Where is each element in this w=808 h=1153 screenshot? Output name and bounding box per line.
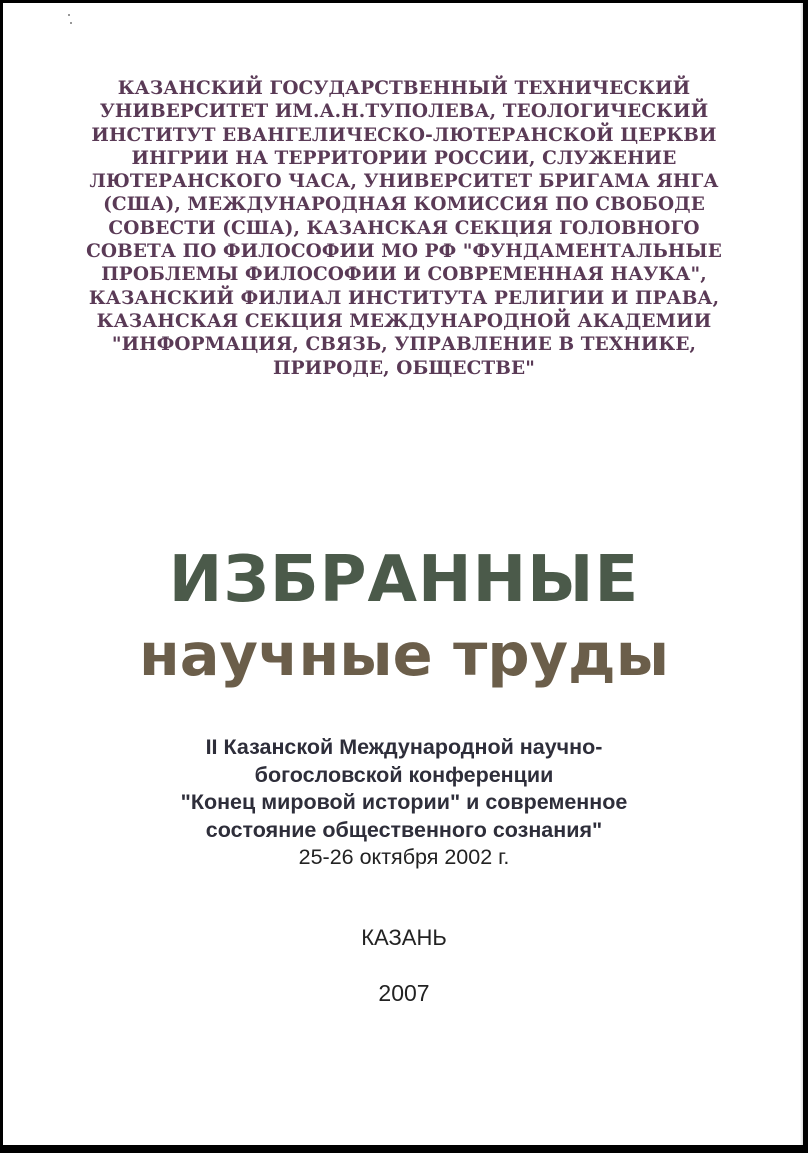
book-subtitle: научные труды — [138, 620, 670, 689]
header-line: "ИНФОРМАЦИЯ, СВЯЗЬ, УПРАВЛЕНИЕ В ТЕХНИКЕ, — [111, 334, 697, 356]
header-line: КАЗАНСКИЙ ГОСУДАРСТВЕННЫЙ ТЕХНИЧЕСКИЙ — [117, 78, 691, 99]
conference-description — [0, 734, 808, 872]
header-line: ЛЮТЕРАНСКОГО ЧАСА, УНИВЕРСИТЕТ БРИГАМА ЯНГА — [89, 171, 719, 193]
header-line: ИНГРИИ НА ТЕРРИТОРИИ РОССИИ, СЛУЖЕНИЕ — [131, 147, 677, 169]
header-line: ИНСТИТУТ ЕВАНГЕЛИЧЕСКО-ЛЮТЕРАНСКОЙ ЦЕРКВИ — [91, 124, 717, 146]
publication-year: 2007 — [378, 980, 430, 1006]
conference-line: "Конец мировой истории" и современное — [180, 790, 628, 814]
institutions-header — [0, 77, 808, 380]
conference-dates: 25-26 октября 2002 г. — [298, 845, 510, 869]
book-title: ИЗБРАННЫЕ — [168, 543, 640, 617]
publication-city: КАЗАНЬ — [361, 925, 447, 950]
header-line: КАЗАНСКАЯ СЕКЦИЯ МЕЖДУНАРОДНОЙ АКАДЕМИИ — [96, 310, 712, 332]
scan-speck — [68, 14, 70, 16]
header-line: (США), МЕЖДУНАРОДНАЯ КОМИССИЯ ПО СВОБОДЕ — [103, 194, 705, 216]
scan-speck — [70, 22, 72, 24]
conference-line: богословской конференции — [254, 762, 554, 787]
header-line: КАЗАНСКИЙ ФИЛИАЛ ИНСТИТУТА РЕЛИГИИ И ПРАВА, — [88, 287, 720, 309]
header-line: СОВЕТА ПО ФИЛОСОФИИ МО РФ "ФУНДАМЕНТАЛЬНЫЕ — [86, 241, 722, 263]
header-line: УНИВЕРСИТЕТ ИМ.А.Н.ТУПОЛЕВА, ТЕОЛОГИЧЕСКИЙ — [99, 101, 709, 123]
conference-line: состояние общественного сознания" — [205, 817, 603, 842]
header-line: СОВЕСТИ (США), КАЗАНСКАЯ СЕКЦИЯ ГОЛОВНОГО — [108, 217, 700, 239]
header-line: ПРИРОДЕ, ОБЩЕСТВЕ" — [273, 357, 535, 379]
header-line: ПРОБЛЕМЫ ФИЛОСОФИИ И СОВРЕМЕННАЯ НАУКА", — [101, 264, 707, 286]
conference-line: II Казанской Международной научно- — [205, 735, 603, 759]
